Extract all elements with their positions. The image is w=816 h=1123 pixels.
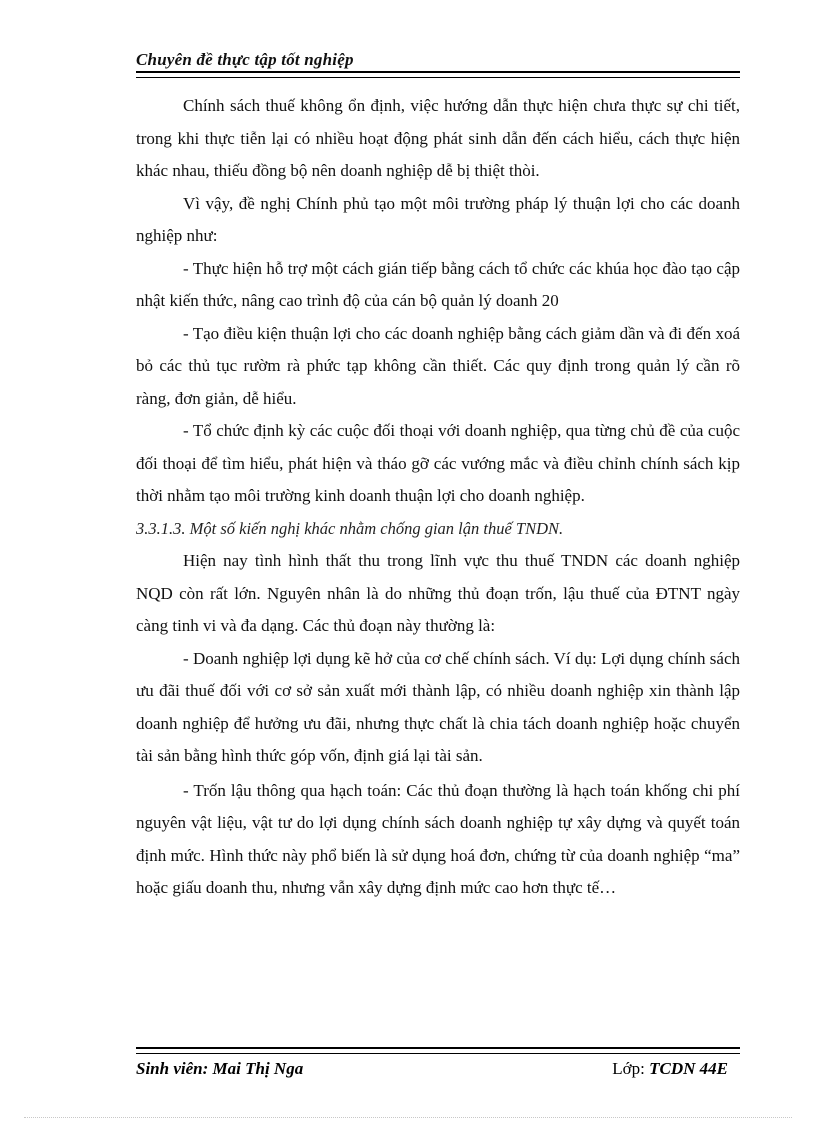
page-header xyxy=(136,50,740,78)
student-name: Mai Thị Nga xyxy=(212,1059,304,1078)
header-divider xyxy=(136,71,740,78)
page-bottom-border xyxy=(24,1117,792,1118)
paragraph-tax-policy-instability: Chính sách thuế không ổn định, việc hướng dẫn thực hiện chưa thực sự chi tiết, trong khi thực tiễn lại có nhiều hoạt động phát sinh dẫn đến cách hiểu, cách thực hiện khác nhau, thiếu đồng bộ nên doanh nghiệp dễ bị thiệt thòi. xyxy=(136,96,740,180)
document-title: Chuyên đề thực tập tốt nghiệp xyxy=(136,50,354,69)
paragraph-policy-loophole: - Doanh nghiệp lợi dụng kẽ hở của cơ chế chính sách. Ví dụ: Lợi dụng chính sách ưu đãi thuế đối với cơ sở sản xuất mới thành lập, có nhiều doanh nghiệp xin thành lập doanh nghiệp để hưởng ưu đãi, nhưng thực chất là chia tách doanh nghiệp hoặc chuyển tài sản bằng hình thức góp vốn, định giá lại tài sản. xyxy=(136,648,740,765)
class-label: Lớp: xyxy=(612,1059,645,1078)
section-subheading: 3.3.1.3. Một số kiến nghị khác nhằm chống gian lận thuế TNDN. xyxy=(136,518,564,538)
footer-row xyxy=(136,1058,740,1080)
student-info xyxy=(136,1058,303,1080)
paragraph-indirect-support: - Thực hiện hỗ trợ một cách gián tiếp bằng cách tổ chức các khúa học đào tạo cập nhật kiến thức, nâng cao trình độ của cán bộ quản lý doanh 20 xyxy=(136,258,740,310)
class-code: TCDN 44E xyxy=(649,1059,728,1078)
paragraph-simplify-procedures: - Tạo điều kiện thuận lợi cho các doanh nghiệp bằng cách giảm dần và đi đến xoá bỏ các thủ tục rườm rà phức tạp không cần thiết. Các quy định trong quản lý cần rõ ràng, đơn giản, dễ hiểu. xyxy=(136,323,740,408)
student-label: Sinh viên: xyxy=(136,1059,209,1078)
paragraph-periodic-dialogue: - Tổ chức định kỳ các cuộc đối thoại với doanh nghiệp, qua từng chủ đề của cuộc đối thoại để tìm hiểu, phát hiện và tháo gỡ các vướng mắc và điều chỉnh chính sách kịp thời nhằm tạo môi trường kinh doanh thuận lợi cho doanh nghiệp. xyxy=(136,421,740,505)
paragraph-accounting-evasion: - Trốn lậu thông qua hạch toán: Các thủ đoạn thường là hạch toán khống chi phí nguyên vật liệu, vật tư do lợi dụng chính sách doanh nghiệp tự xây dựng và quyết toán định mức. Hình thức này phổ biến là sử dụng hoá đơn, chứng từ của doanh nghiệp “ma” hoặc giấu doanh thu, nhưng vẫn xây dựng định mức cao hơn thực tế… xyxy=(136,780,740,897)
document-body xyxy=(136,90,740,905)
page-footer xyxy=(136,1046,740,1080)
paragraph-tax-loss-situation: Hiện nay tình hình thất thu trong lĩnh vực thu thuế TNDN các doanh nghiệp NQD còn rất lớn. Nguyên nhân là do những thủ đoạn trốn, lậu thuế của ĐTNT ngày càng tinh vi và đa dạng. Các thủ đoạn này thường là: xyxy=(136,551,740,635)
class-info xyxy=(612,1058,740,1080)
footer-divider xyxy=(136,1047,740,1054)
paragraph-government-proposal: Vì vậy, đề nghị Chính phủ tạo một môi trường pháp lý thuận lợi cho các doanh nghiệp như: xyxy=(136,193,740,245)
